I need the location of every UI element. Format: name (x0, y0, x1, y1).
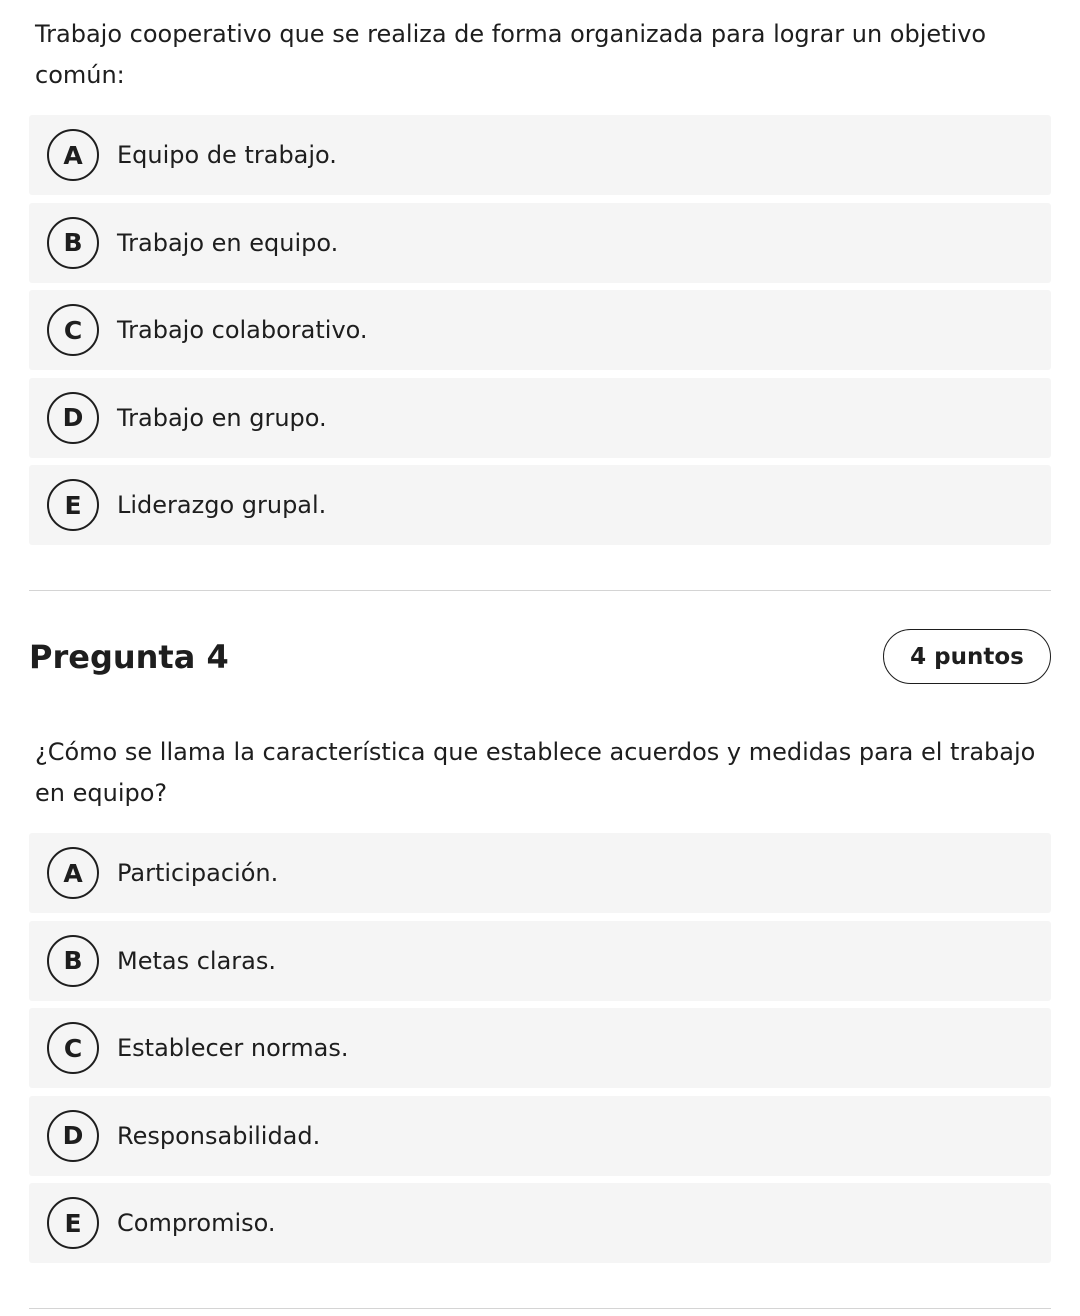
option-letter-badge: E (47, 479, 99, 531)
question-3-option-e[interactable] (29, 465, 1051, 545)
option-label: Metas claras. (117, 946, 276, 975)
question-4-option-e[interactable] (29, 1183, 1051, 1263)
option-letter-badge: A (47, 847, 99, 899)
question-4-header (29, 629, 1051, 684)
option-letter-badge: C (47, 304, 99, 356)
option-label: Liderazgo grupal. (117, 491, 327, 519)
option-label: Trabajo colaborativo. (117, 316, 368, 344)
option-label: Trabajo en equipo. (117, 228, 339, 257)
question-divider (29, 1308, 1051, 1309)
question-4-text: ¿Cómo se llama la característica que establece acuerdos y medidas para el trabajo en equipo? (35, 738, 1036, 807)
question-3-options (29, 115, 1051, 553)
option-letter-badge: B (47, 935, 99, 987)
question-3-option-d[interactable] (29, 378, 1051, 458)
question-4-option-d[interactable] (29, 1096, 1051, 1176)
option-label: Trabajo en grupo. (117, 403, 327, 432)
question-3-option-b[interactable] (29, 203, 1051, 283)
option-label: Equipo de trabajo. (117, 141, 337, 169)
question-4-option-a[interactable] (29, 833, 1051, 913)
question-4-option-c[interactable] (29, 1008, 1051, 1088)
option-label: Establecer normas. (117, 1034, 349, 1062)
question-4-options (29, 833, 1051, 1271)
option-letter-badge: D (47, 392, 99, 444)
option-letter-badge: C (47, 1022, 99, 1074)
option-label: Responsabilidad. (117, 1121, 321, 1150)
question-3-option-c[interactable] (29, 290, 1051, 370)
option-letter-badge: B (47, 217, 99, 269)
question-4-option-b[interactable] (29, 921, 1051, 1001)
option-label: Compromiso. (117, 1209, 276, 1237)
question-3-option-a[interactable] (29, 115, 1051, 195)
option-label: Participación. (117, 859, 279, 887)
points-badge: 4 puntos (883, 629, 1051, 684)
question-3-text: Trabajo cooperativo que se realiza de forma organizada para lograr un objetivo común: (35, 20, 987, 89)
question-divider (29, 590, 1051, 591)
option-letter-badge: A (47, 129, 99, 181)
option-letter-badge: D (47, 1110, 99, 1162)
question-4-title: Pregunta 4 (29, 637, 229, 676)
option-letter-badge: E (47, 1197, 99, 1249)
